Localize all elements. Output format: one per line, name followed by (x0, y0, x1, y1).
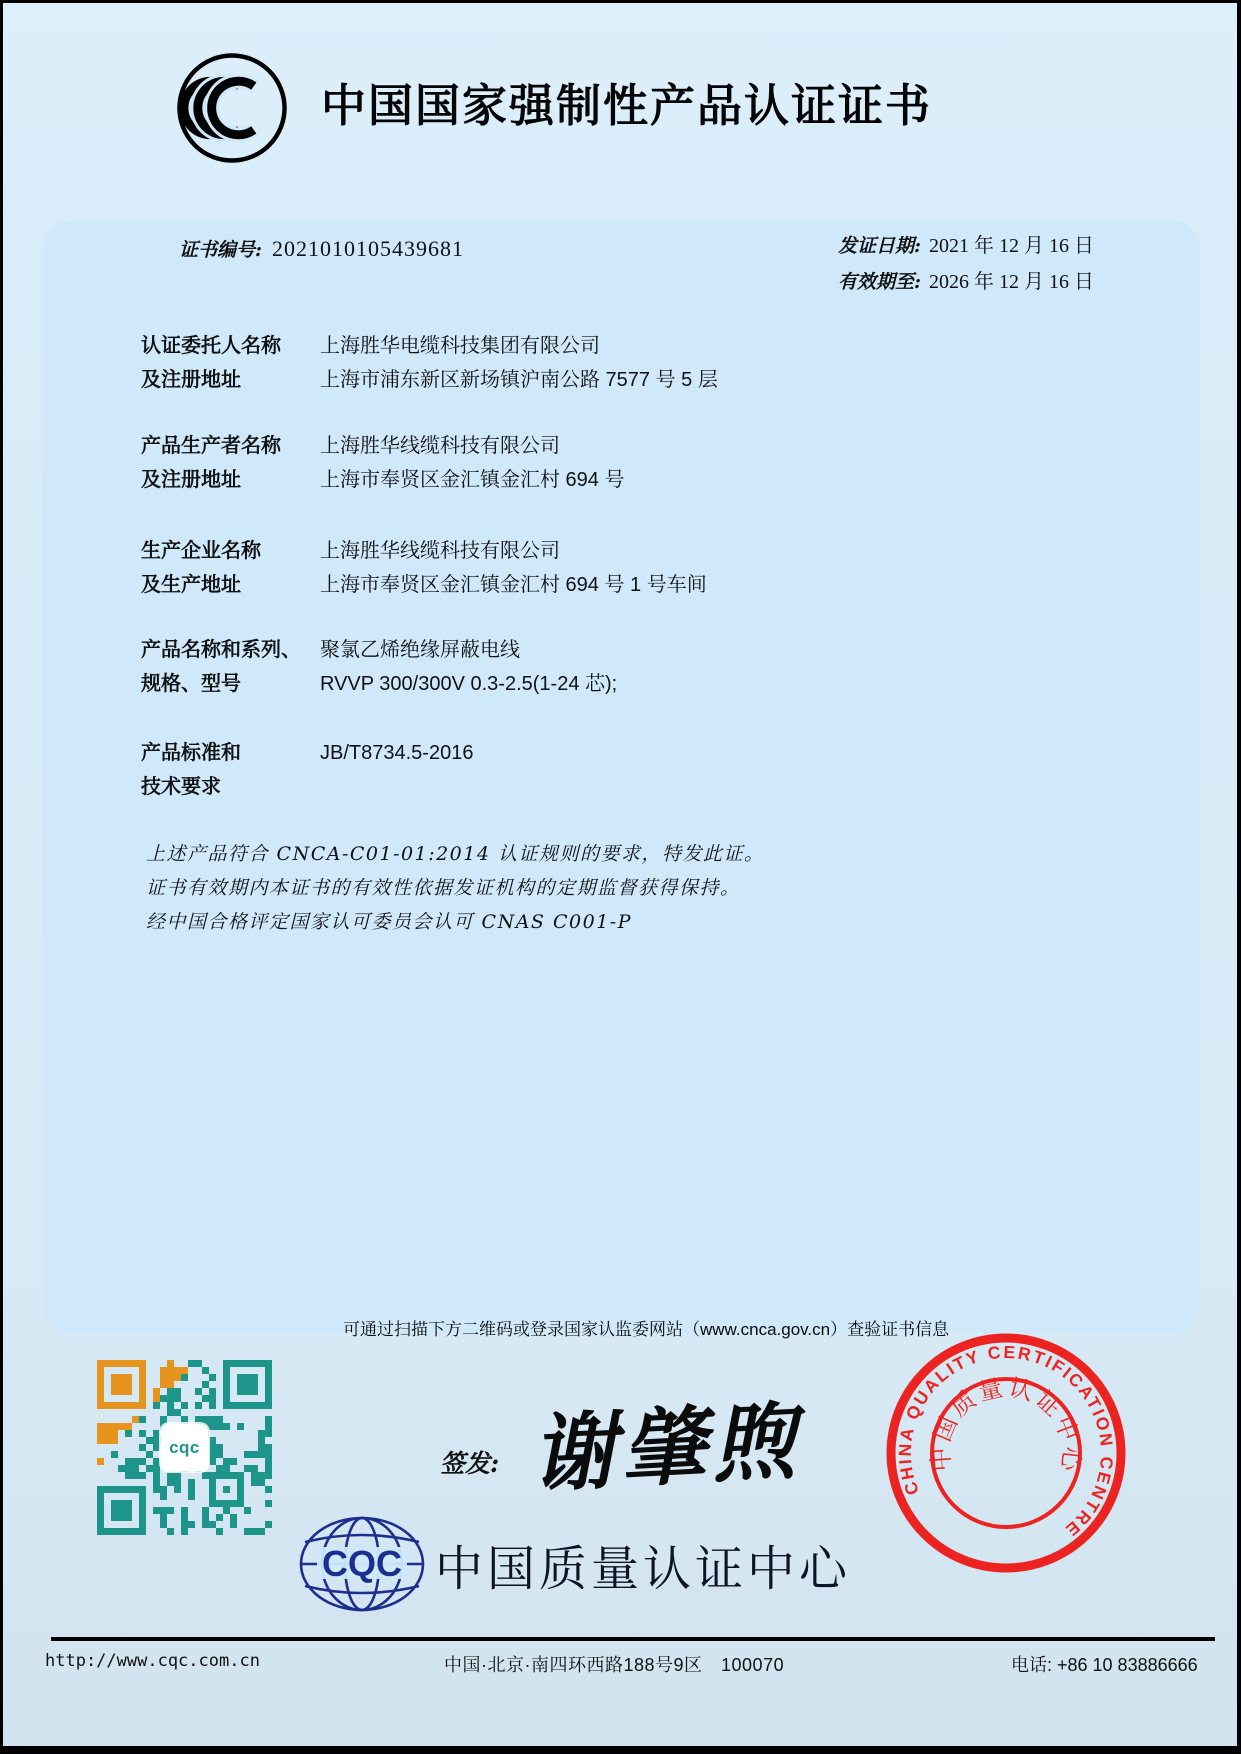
cert-number-value: 2021010105439681 (272, 236, 465, 261)
footer-divider (51, 1637, 1215, 1641)
ccc-logo-icon (175, 51, 289, 165)
page-title: 中国国家强制性产品认证证书 (321, 80, 933, 131)
statements-block (146, 837, 765, 939)
field-value: 上海胜华线缆科技有限公司 (320, 540, 560, 562)
certificate-panel (43, 221, 1200, 1339)
verify-note: 可通过扫描下方二维码或登录国家认监委网站（www.cnca.gov.cn）查验证书信息 (343, 1320, 950, 1339)
issuer-name: 中国质量认证中心 (435, 1543, 852, 1596)
field-label: 及生产地址 (141, 574, 241, 596)
field-label: 认证委托人名称 (141, 335, 281, 357)
field-label: 及注册地址 (141, 469, 241, 491)
qr-code (97, 1360, 272, 1535)
field-label: 技术要求 (141, 776, 221, 798)
valid-until-value: 2026 年 12 月 16 日 (929, 271, 1095, 293)
sign-off-label: 签发: (440, 1449, 500, 1478)
field-value: 聚氯乙烯绝缘屏蔽电线 (320, 639, 520, 661)
valid-until-label: 有效期至: (838, 271, 922, 293)
field-value: 上海胜华线缆科技有限公司 (320, 435, 560, 457)
dates-block (838, 229, 1094, 301)
statement-line: 证书有效期内本证书的有效性依据发证机构的定期监督获得保持。 (146, 877, 741, 899)
cqc-logo-icon (297, 1514, 427, 1614)
issue-date-value: 2021 年 12 月 16 日 (929, 235, 1095, 257)
field-value: JB/T8734.5-2016 (320, 742, 474, 764)
footer-website: http://www.cqc.com.cn (45, 1651, 260, 1671)
footer-address: 中国·北京·南四环西路188号9区 100070 (444, 1655, 785, 1675)
field-value: 上海市奉贤区金汇镇金汇村 694 号 1 号车间 (320, 574, 707, 596)
statement-line: 经中国合格评定国家认可委员会认可 CNAS C001-P (146, 911, 632, 933)
statement-line: 上述产品符合 CNCA-C01-01:2014 认证规则的要求，特发此证。 (146, 843, 765, 865)
field-label: 产品名称和系列、 (141, 639, 301, 661)
official-seal (883, 1330, 1129, 1576)
field-value: 上海市奉贤区金汇镇金汇村 694 号 (320, 469, 625, 491)
seal-inner-text: 中国质量认证中心 (927, 1374, 1086, 1476)
field-label: 生产企业名称 (141, 540, 261, 562)
valid-until-row (838, 265, 1094, 301)
cert-number-row (179, 235, 464, 262)
issue-date-label: 发证日期: (838, 235, 922, 257)
field-value: 上海胜华电缆科技集团有限公司 (320, 335, 600, 357)
field-label: 及注册地址 (141, 369, 241, 391)
field-label: 产品生产者名称 (141, 435, 281, 457)
qr-center-badge (161, 1424, 208, 1471)
cqc-logo-text: CQC (322, 1543, 402, 1584)
issue-date-row (838, 229, 1094, 265)
seal-outer-text: CHINA QUALITY CERTIFICATION CENTRE (894, 1341, 1118, 1542)
footer-phone: 电话: +86 10 83886666 (1011, 1655, 1198, 1675)
field-label: 规格、型号 (141, 673, 241, 695)
field-value: RVVP 300/300V 0.3-2.5(1-24 芯); (320, 673, 618, 695)
qr-center-label: cqc (169, 1437, 200, 1457)
field-label: 产品标准和 (141, 742, 241, 764)
field-value: 上海市浦东新区新场镇沪南公路 7577 号 5 层 (320, 369, 718, 391)
cert-number-label: 证书编号: (179, 239, 263, 261)
svg-text:中国质量认证中心 (927, 1374, 1085, 1475)
signature: 谢肇煦 (528, 1390, 804, 1504)
